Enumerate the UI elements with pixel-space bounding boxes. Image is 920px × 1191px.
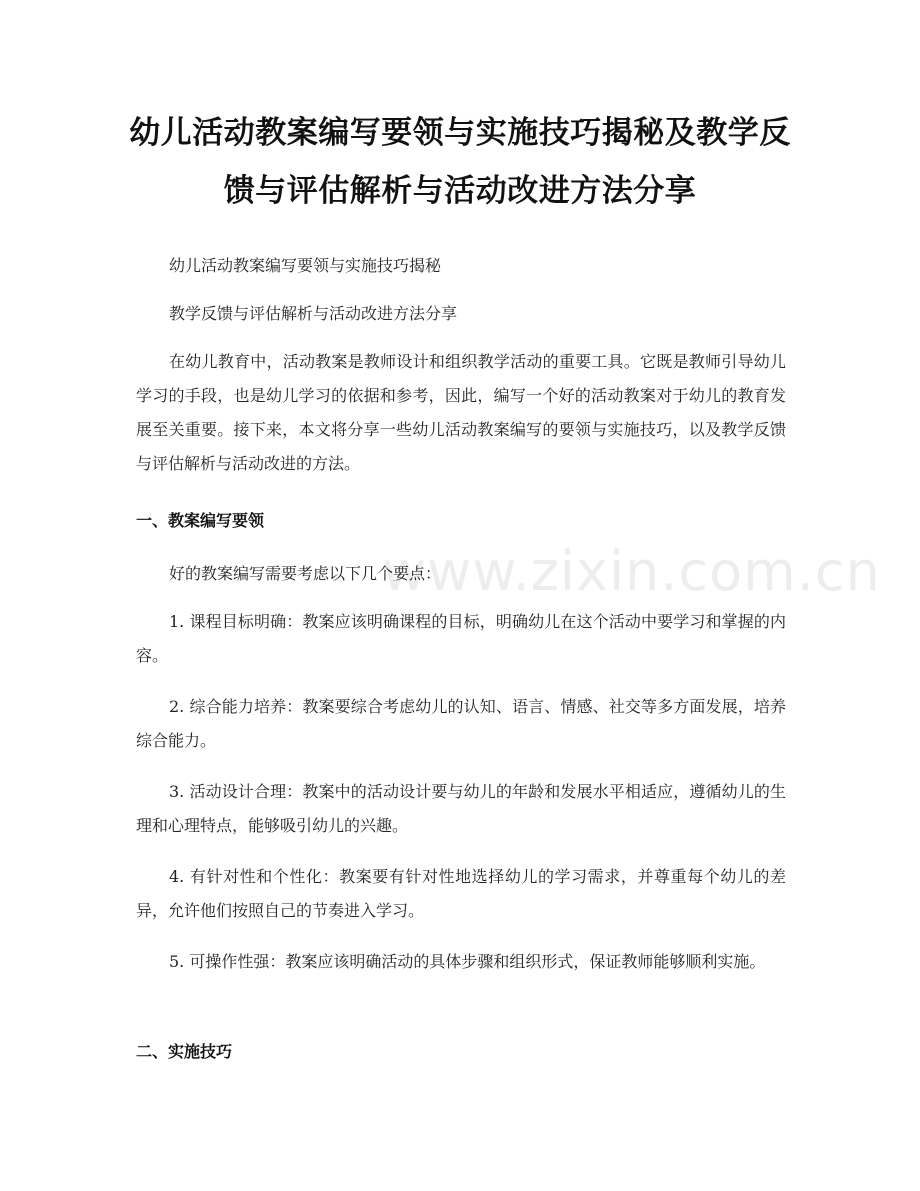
section-1-lead: 好的教案编写需要考虑以下几个要点： bbox=[169, 564, 442, 583]
subtitle-2: 教学反馈与评估解析与活动改进方法分享 bbox=[169, 304, 458, 323]
list-item: 4. 有针对性和个性化：教案要有针对性地选择幼儿的学习需求，并尊重每个幼儿的差异，允许他们按照自己的节奏进入学习。 bbox=[136, 867, 786, 920]
intro-paragraph: 在幼儿教育中，活动教案是教师设计和组织教学活动的重要工具。它既是教师引导幼儿学习的手段，也是幼儿学习的依据和参考，因此，编写一个好的活动教案对于幼儿的教育发展至关重要。接下来，本文将分享一些幼儿活动教案编写的要领与实施技巧，以及教学反馈与评估解析与活动改进的方法。 bbox=[136, 352, 786, 473]
list-item: 5. 可操作性强：教案应该明确活动的具体步骤和组织形式，保证教师能够顺利实施。 bbox=[169, 952, 766, 971]
watermark: www.zixin.com.cn bbox=[382, 540, 881, 603]
list-item: 2. 综合能力培养：教案要综合考虑幼儿的认知、语言、情感、社交等多方面发展，培养综合能力。 bbox=[136, 697, 786, 750]
section-2-heading: 二、实施技巧 bbox=[136, 1042, 233, 1061]
list-item: 1. 课程目标明确：教案应该明确课程的目标，明确幼儿在这个活动中要学习和掌握的内容。 bbox=[136, 612, 786, 665]
section-1-heading: 一、教案编写要领 bbox=[136, 511, 265, 530]
document-title: 幼儿活动教案编写要领与实施技巧揭秘及教学反馈与评估解析与活动改进方法分享 bbox=[129, 115, 791, 209]
list-item: 3. 活动设计合理：教案中的活动设计要与幼儿的年龄和发展水平相适应，遵循幼儿的生理和心理特点，能够吸引幼儿的兴趣。 bbox=[136, 782, 786, 835]
subtitle-1: 幼儿活动教案编写要领与实施技巧揭秘 bbox=[169, 256, 442, 275]
